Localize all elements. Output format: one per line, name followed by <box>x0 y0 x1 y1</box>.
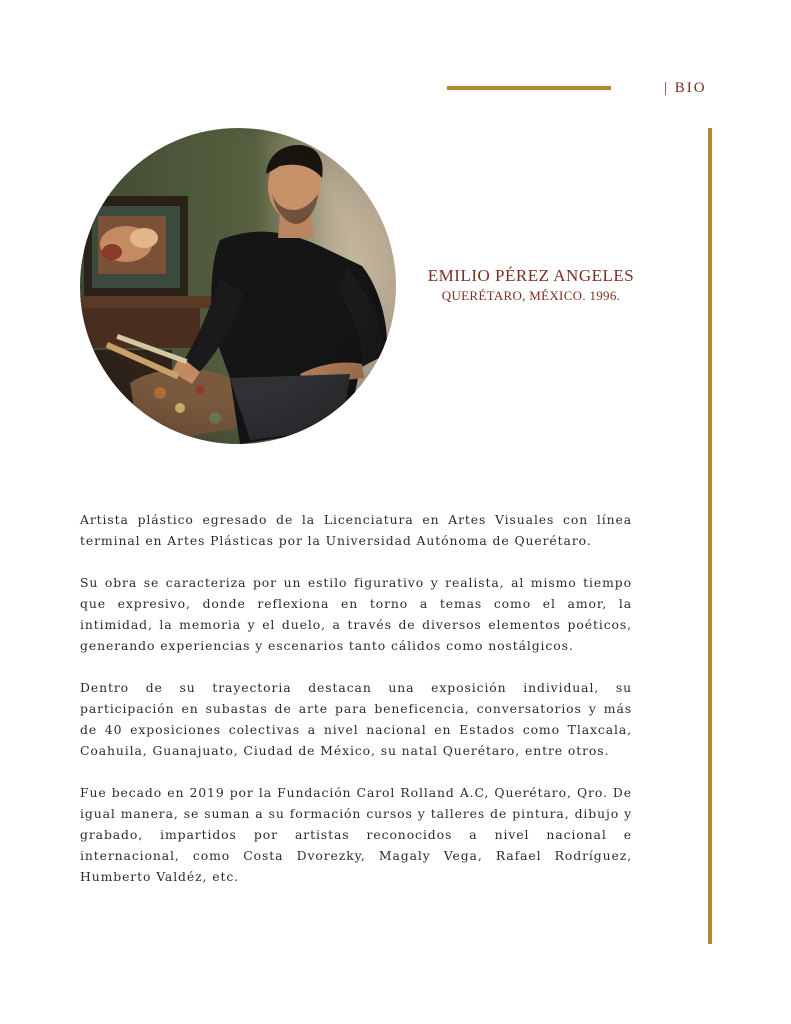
side-divider <box>708 128 712 944</box>
bio-text <box>80 509 632 908</box>
top-divider <box>447 86 611 90</box>
artist-origin: QUERÉTARO, MÉXICO. 1996. <box>441 288 621 303</box>
artist-name: EMILIO PÉREZ ANGELES <box>427 266 635 285</box>
portrait-illustration <box>80 128 396 444</box>
section-label: | BIO <box>664 80 707 96</box>
artist-portrait <box>80 128 396 444</box>
bio-paragraph: Artista plástico egresado de la Licenciatura en Artes Visuales con línea terminal en Artes Plásticas por la Universidad Autónoma de Querétaro. <box>80 512 632 548</box>
bio-paragraph: Su obra se caracteriza por un estilo figurativo y realista, al mismo tiempo que expresivo, donde reflexiona en torno a temas como el amor, la intimidad, la memoria y el duelo, a través de diversos elementos poéticos, generando experiencias y escenarios tanto cálidos como nostálgicos. <box>80 575 632 653</box>
bio-paragraph: Fue becado en 2019 por la Fundación Carol Rolland A.C, Querétaro, Qro. De igual manera, se suman a su formación cursos y talleres de pintura, dibujo y grabado, impartidos por artistas reconocidos a nivel nacional e internacional, como Costa Dvorezky, Magaly Vega, Rafael Rodríguez, Humberto Valdéz, etc. <box>80 785 632 884</box>
bio-paragraph: Dentro de su trayectoria destacan una exposición individual, su participación en subastas de arte para beneficencia, conversatorios y más de 40 exposiciones colectivas a nivel nacional en Estados como Tlaxcala, Coahuila, Guanajuato, Ciudad de México, su natal Querétaro, entre otros. <box>80 680 632 758</box>
